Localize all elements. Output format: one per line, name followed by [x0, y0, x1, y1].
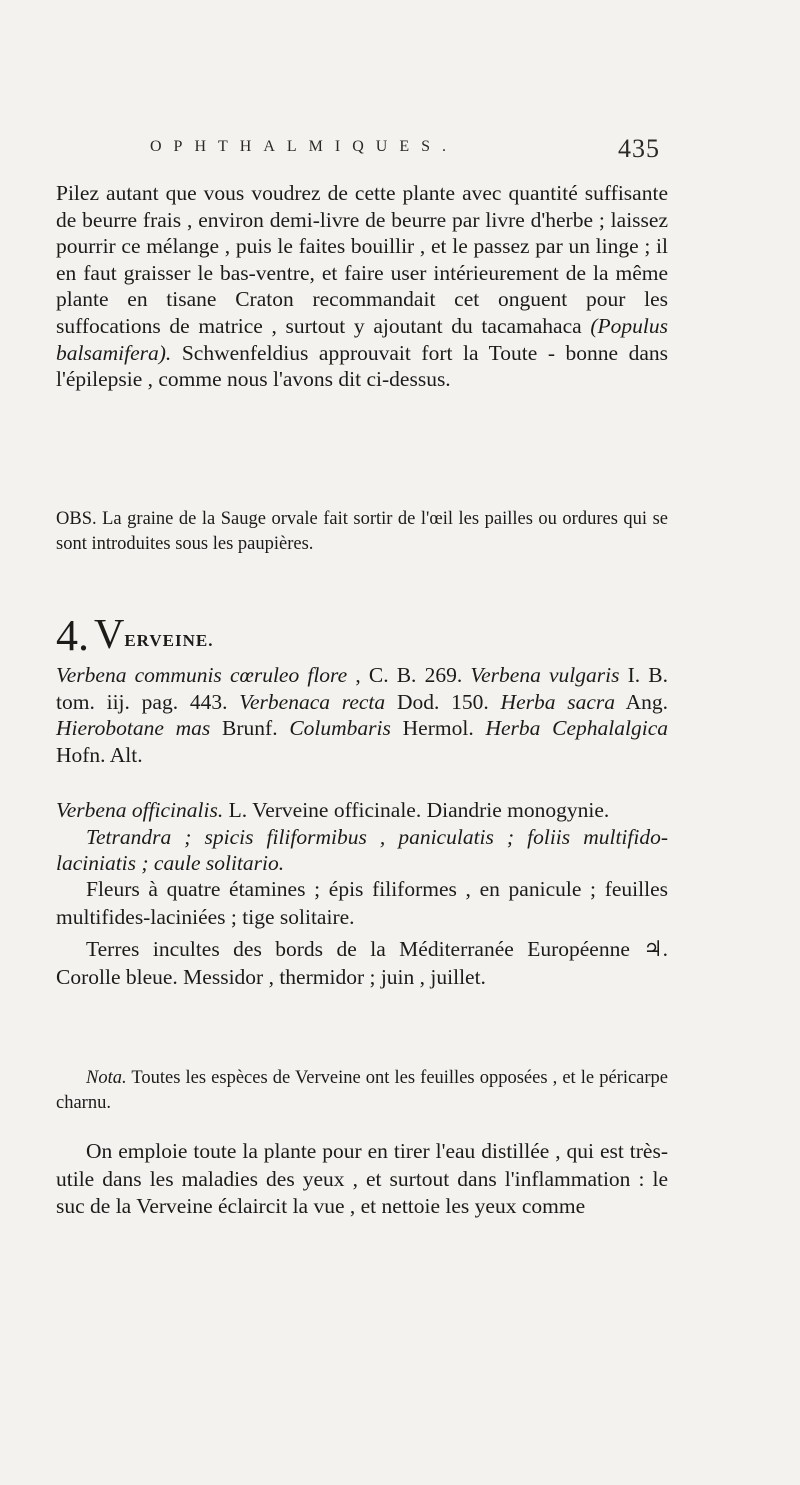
- paragraph-text-end: Schwenfeldius approuvait fort la Toute - bonne dans l'épilepsie , comme nous l'avons dit ci-dessus.: [56, 340, 669, 392]
- section-initial: V: [94, 612, 125, 658]
- synonym-latin: Herba Cephalalgica: [485, 716, 668, 741]
- synonym-ref: Hofn. Alt.: [56, 742, 143, 767]
- nota-label: Nota.: [86, 1068, 127, 1088]
- synonym-latin: Verbena communis cœruleo flore: [56, 663, 348, 687]
- description-french: Fleurs à quatre étamines ; épis filiformes , en panicule ; feuilles multifides-laciniées ; tige solitaire.: [56, 877, 668, 929]
- synonym-ref: Hermol.: [402, 716, 474, 741]
- section-name: ERVEINE.: [124, 631, 214, 650]
- synonym-ref: , C. B. 269.: [355, 663, 463, 687]
- synonyms-block: [56, 662, 668, 768]
- nota-note: [56, 1066, 668, 1116]
- section-title: [56, 610, 668, 661]
- linnaean-name-block: [56, 797, 668, 877]
- paragraph-emploi: On emploie toute la plante pour en tirer l'eau distillée , qui est très-utile dans les maladies des yeux , et surtout dans l'inflammation : le suc de la Verveine éclaircit la vue , et nettoie les yeux comme: [56, 1139, 668, 1218]
- linnaean-classification: L. Verveine officinale. Diandrie monogynie.: [228, 798, 610, 822]
- synonym-latin: Herba sacra: [500, 689, 616, 714]
- linnaean-name: Verbena officinalis.: [56, 798, 224, 822]
- nota-text: Toutes les espèces de Verveine ont les feuilles opposées , et le péricarpe charnu.: [56, 1068, 668, 1113]
- synonym-latin: Verbena vulgaris: [470, 663, 620, 687]
- synonym-ref: Ang.: [625, 689, 669, 714]
- synonym-latin: Hierobotane mas: [56, 716, 211, 741]
- latin-character: Tetrandra ; spicis filiformibus , paniculatis ; foliis multifido-laciniatis ; caule solitario.: [56, 824, 668, 876]
- obs-note: OBS. La graine de la Sauge orvale fait sortir de l'œil les pailles ou ordures qui se sont introduites sous les paupières.: [56, 509, 668, 554]
- page-number: 435: [618, 134, 660, 163]
- section-number: 4.: [56, 611, 89, 660]
- synonym-latin: Columbaris: [289, 716, 391, 741]
- paragraph-pilez: [56, 180, 668, 393]
- italic-latin-name: (Populus balsamifera).: [56, 313, 668, 365]
- synonym-ref: Dod. 150.: [396, 689, 489, 714]
- synonym-latin: Verbenaca recta: [239, 689, 386, 714]
- habitat-text: Terres incultes des bords de la Méditerranée Européenne ♃. Corolle bleue. Messidor , thermidor ; juin , juillet.: [56, 937, 668, 989]
- synonym-ref: Brunf.: [222, 716, 278, 741]
- paragraph-text: Pilez autant que vous voudrez de cette plante avec quantité suffisante de beurre frais , environ demi-livre de beurre par livre d'herbe ; laissez pourrir ce mélange , puis le faites bouillir , et le passez par un linge ; il en faut graisser le bas-ventre, et faire user intérieurement de la même plante en tisane Craton recommandait cet onguent pour les suffocations de matrice , surtout y ajoutant du tacamahaca: [56, 181, 668, 338]
- running-title: OPHTHALMIQUES.: [150, 138, 458, 155]
- synonym-ref: I. B. tom. iij. pag. 443.: [56, 663, 669, 714]
